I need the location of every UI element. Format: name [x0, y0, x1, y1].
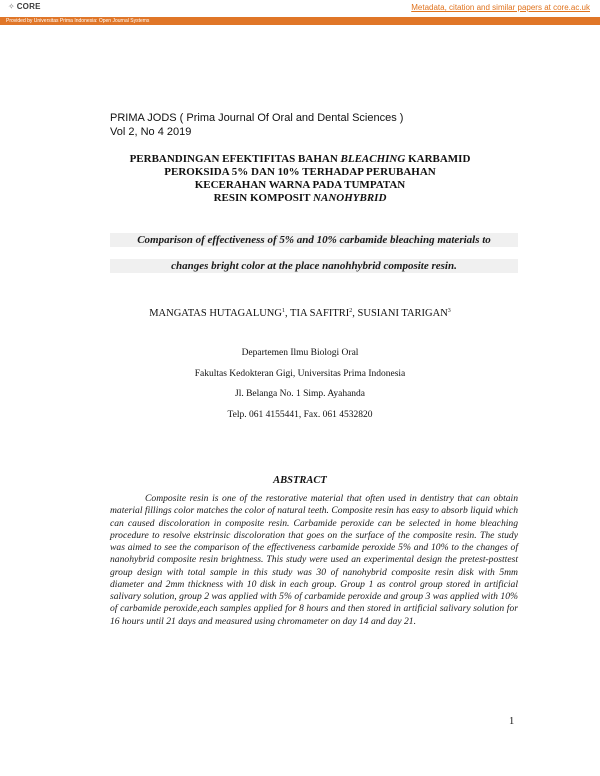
title-line-4: RESIN KOMPOSIT NANOHYBRID [213, 192, 387, 204]
title-line-1: PERBANDINGAN EFEKTIFITAS BAHAN BLEACHING KARBAMID [129, 153, 471, 165]
core-logo-icon: ✧ [8, 1, 15, 11]
title-italic-nanohybrid: NANOHYBRID [313, 192, 387, 204]
title-line-3: KECERAHAN WARNA PADA TUMPATAN [194, 179, 406, 191]
paper-title [80, 153, 520, 205]
author-list: MANGATAS HUTAGALUNG$^1$, TIA SAFITRI$^2$, SUSIANI TARIGAN$^3$ [149, 308, 451, 319]
affiliation-contact: Telp. 061 4155441, Fax. 061 4532820 [227, 410, 373, 420]
core-logo-text: CORE [16, 2, 41, 11]
affiliation-address: Jl. Belanga No. 1 Simp. Ayahanda [235, 389, 365, 399]
author-1-affil: 1 [281, 308, 285, 314]
abstract-body: Composite resin is one of the restorative material that often used in dentistry that can obtain material fillings color matches the color of natural teeth. Composite resin has easy to absorb liquid which can caused discoloration in composite resin. Carbamide peroxide can be selected in home bleaching procedure to resolve ekstrinsic discoloration that goes on the surface of the composite resin. The study was aimed to see the comparison of the effectiveness carbamide peroxide 5% and 10% to the changes of nanohybrid composite resin brightness. This study were used an experimental design the pretest-posttest group design with total sample in this study was 30 of nanohybrid composite resin disk with 5mm diameter and 2mm thickness with 10 disk in each group. Group 1 as control group stored in artificial salivary solution, group 2 was applied with 5% of carbamide peroxide and group 3 was applied with 10% of carbamide peroxide,each samples applied for 8 hours and then stored in artificial salivary solution for 16 hours until 21 days and measured using chromameter on day 14 and day 21. [110, 493, 518, 627]
author-3-affil: 3 [447, 308, 451, 314]
journal-name: PRIMA JODS ( Prima Journal Of Oral and Dental Sciences ) [110, 112, 404, 124]
title-italic-bleaching: BLEACHING [340, 153, 406, 165]
abstract-heading: ABSTRACT [273, 475, 327, 486]
author-2-affil: 2 [349, 308, 353, 314]
core-metadata-link[interactable]: Metadata, citation and similar papers at core.ac.uk [411, 3, 590, 12]
author-2: TIA SAFITRI [290, 308, 350, 319]
affiliation-faculty: Fakultas Kedokteran Gigi, Universitas Prima Indonesia [194, 369, 406, 379]
page-number: 1 [509, 716, 515, 727]
provided-by-text[interactable]: Provided by Universitas Prima Indonesia: Open Journal Systems [6, 18, 150, 24]
core-logo[interactable] [8, 2, 41, 11]
author-3: SUSIANI TARIGAN [357, 308, 448, 319]
provided-by-bar [0, 17, 600, 25]
journal-volume: Vol 2, No 4 2019 [110, 126, 192, 138]
title-line-2: PEROKSIDA 5% DAN 10% TERHADAP PERUBAHAN [164, 166, 436, 178]
core-banner [0, 0, 600, 18]
journal-header [110, 111, 403, 139]
author-1: MANGATAS HUTAGALUNG [149, 308, 282, 319]
english-title-line-2: changes bright color at the place nanohhybrid composite resin. [171, 260, 457, 272]
english-title-line-1: Comparison of effectiveness of 5% and 10% carbamide bleaching materials to [137, 234, 491, 246]
affiliation-department: Departemen Ilmu Biologi Oral [241, 348, 359, 358]
